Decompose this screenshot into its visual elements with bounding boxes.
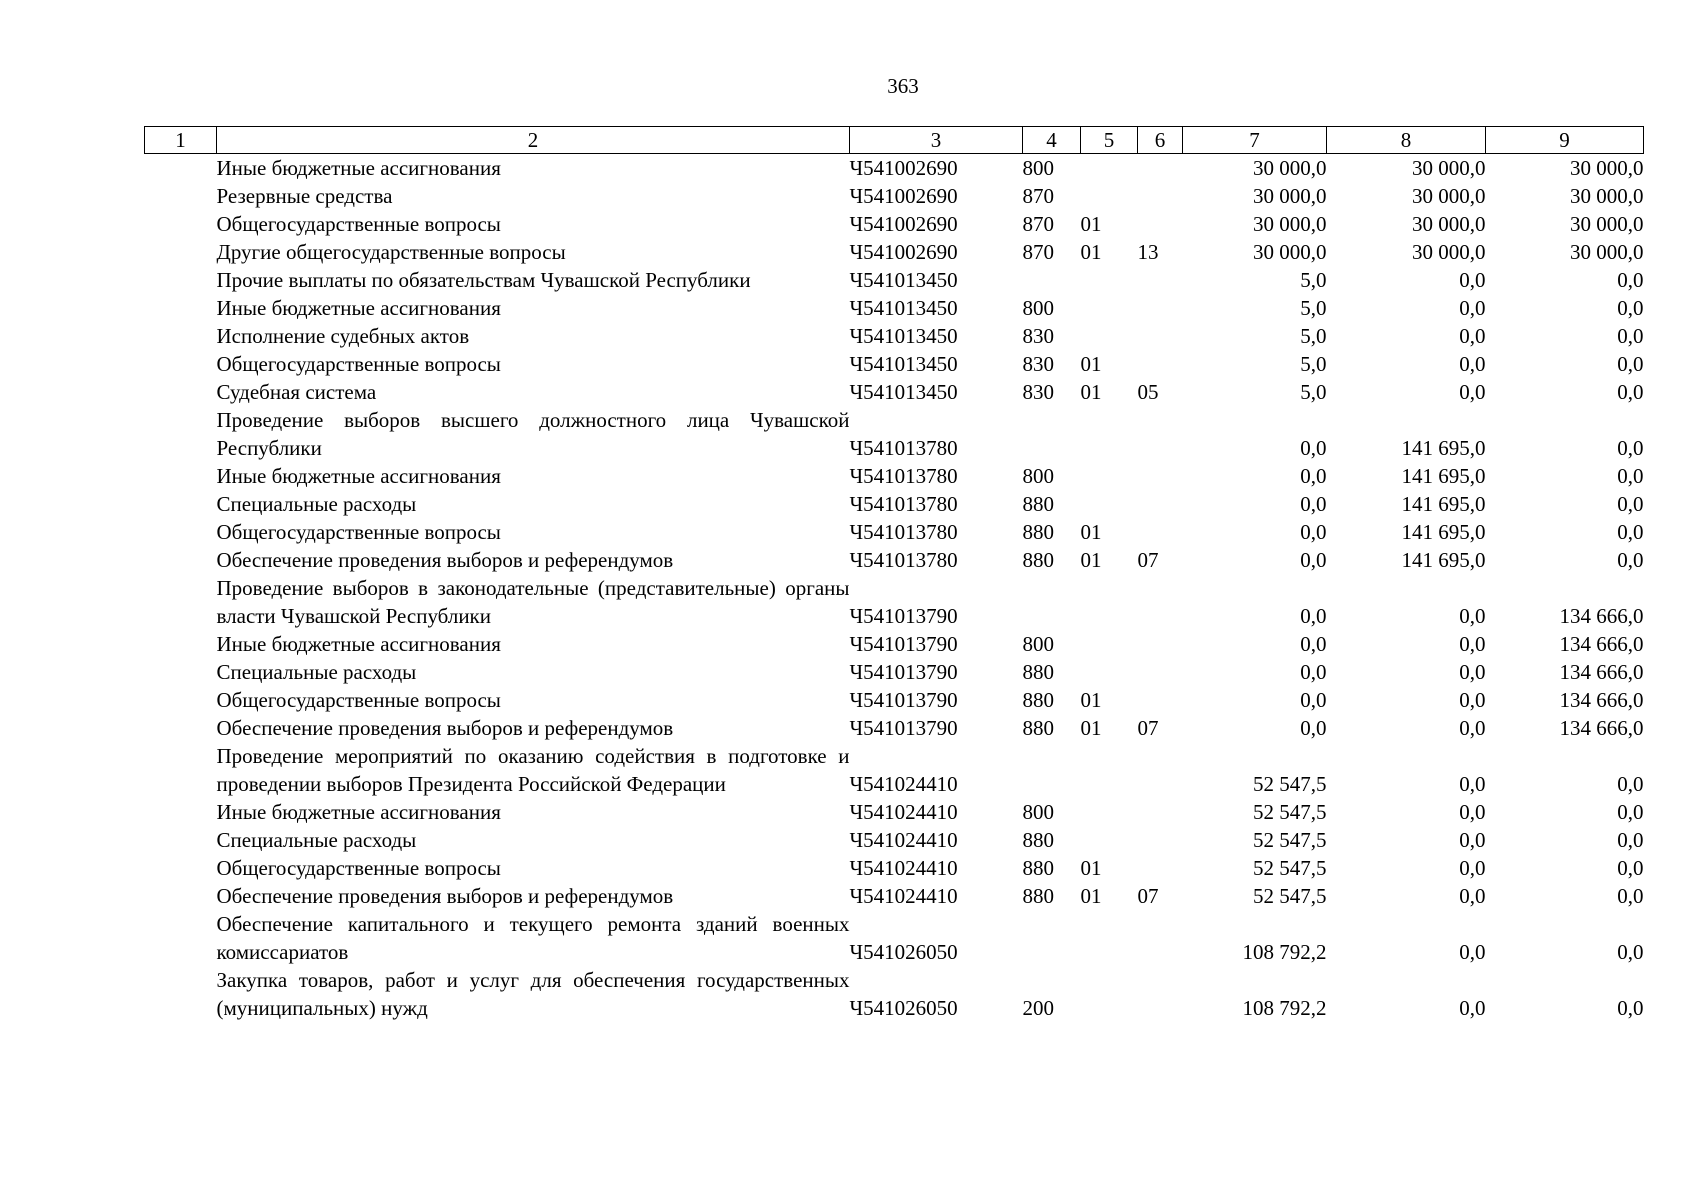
cell-name: Специальные расходы [216,660,417,684]
cell-col1 [145,686,217,714]
cell-code: Ч541013450 [849,324,958,348]
cell-code: Ч541013450 [849,380,958,404]
cell-code: Ч541024410 [849,884,958,908]
cell-col6 [1138,322,1183,350]
cell-col6: 13 [1137,240,1159,264]
cell-col5 [1081,182,1138,210]
table-row [145,378,1644,406]
table-row [145,546,1644,574]
cell-code: Ч541024410 [849,800,958,824]
cell-name: Иные бюджетные ассигнования [216,296,501,320]
cell-value-7: 0,0 [1300,632,1327,656]
cell-value-8: 0,0 [1459,660,1486,684]
cell-value-7: 0,0 [1300,660,1327,684]
table-header [145,127,1644,154]
cell-name: Исполнение судебных актов [216,324,470,348]
cell-value-8: 0,0 [1459,352,1486,376]
cell-code: Ч541013780 [849,520,958,544]
cell-col1 [145,798,217,826]
cell-col5 [1081,826,1138,854]
cell-col6 [1138,910,1183,966]
cell-col6 [1138,406,1183,462]
cell-col4: 880 [1022,548,1054,572]
cell-col5 [1081,574,1138,630]
cell-value-9: 134 666,0 [1559,716,1644,740]
cell-col1 [145,266,217,294]
cell-col4: 870 [1022,212,1054,236]
cell-value-7: 108 792,2 [1242,940,1327,964]
cell-value-7: 0,0 [1300,520,1327,544]
cell-col5: 01 [1080,380,1102,404]
cell-col5 [1081,742,1138,798]
cell-code: Ч541013450 [849,268,958,292]
table-row [145,574,1644,630]
cell-code: Ч541024410 [849,772,958,796]
cell-col4: 880 [1022,492,1054,516]
cell-name: Проведение выборов в законодательные (представительные) органы власти Чувашской Республики [216,576,850,628]
cell-col4: 800 [1022,464,1054,488]
cell-value-9: 0,0 [1617,324,1644,348]
cell-value-9: 0,0 [1617,436,1644,460]
cell-value-9: 0,0 [1617,268,1644,292]
cell-col6 [1138,966,1183,1022]
cell-code: Ч541013780 [849,492,958,516]
cell-value-7: 5,0 [1300,352,1327,376]
cell-col1 [145,154,217,183]
header-row [145,127,1644,154]
cell-name: Иные бюджетные ассигнования [216,464,501,488]
cell-col4: 800 [1022,800,1054,824]
cell-name: Проведение мероприятий по оказанию содействия в подготовке и проведении выборов Президента Российской Федерации [216,744,850,796]
cell-value-7: 52 547,5 [1253,828,1327,852]
cell-code: Ч541013780 [849,436,958,460]
cell-value-7: 52 547,5 [1253,856,1327,880]
table-row [145,294,1644,322]
cell-name: Судебная система [216,380,377,404]
cell-col6 [1138,266,1183,294]
cell-value-9: 0,0 [1617,800,1644,824]
table-row [145,322,1644,350]
cell-col1 [145,238,217,266]
cell-col4: 880 [1022,716,1054,740]
cell-name: Проведение выборов высшего должностного лица Чувашской Республики [216,408,850,460]
cell-col4: 800 [1022,296,1054,320]
table-row [145,490,1644,518]
cell-col5 [1081,966,1138,1022]
cell-col1 [145,490,217,518]
cell-code: Ч541002690 [849,156,958,180]
cell-col1 [145,406,217,462]
column-header-5: 5 [1081,127,1138,154]
cell-name: Общегосударственные вопросы [216,520,501,544]
table-row [145,910,1644,966]
cell-col1 [145,966,217,1022]
cell-value-9: 134 666,0 [1559,604,1644,628]
table-row [145,210,1644,238]
cell-code: Ч541002690 [849,184,958,208]
cell-value-7: 52 547,5 [1253,884,1327,908]
cell-value-9: 30 000,0 [1570,156,1644,180]
cell-col4: 830 [1022,324,1054,348]
cell-col4: 800 [1022,632,1054,656]
cell-col5 [1081,798,1138,826]
cell-name: Обеспечение проведения выборов и референдумов [216,716,674,740]
cell-value-8: 30 000,0 [1412,240,1486,264]
cell-col4 [1023,910,1081,966]
cell-value-8: 0,0 [1459,940,1486,964]
cell-col1 [145,294,217,322]
cell-col1 [145,714,217,742]
cell-code: Ч541013790 [849,716,958,740]
cell-col5 [1081,630,1138,658]
cell-code: Ч541013450 [849,296,958,320]
cell-col6 [1138,798,1183,826]
cell-value-8: 141 695,0 [1401,464,1486,488]
cell-col1 [145,574,217,630]
cell-col1 [145,322,217,350]
cell-col5: 01 [1080,884,1102,908]
cell-value-7: 0,0 [1300,464,1327,488]
table-row [145,798,1644,826]
cell-name: Прочие выплаты по обязательствам Чувашской Республики [216,268,751,292]
cell-col1 [145,350,217,378]
cell-col4: 880 [1022,884,1054,908]
cell-code: Ч541024410 [849,856,958,880]
cell-col1 [145,854,217,882]
cell-name: Иные бюджетные ассигнования [216,156,501,180]
cell-value-8: 0,0 [1459,296,1486,320]
cell-col1 [145,378,217,406]
cell-value-9: 0,0 [1617,548,1644,572]
cell-col5 [1081,490,1138,518]
cell-value-8: 141 695,0 [1401,548,1486,572]
cell-col5 [1081,294,1138,322]
cell-value-8: 0,0 [1459,856,1486,880]
table-row [145,854,1644,882]
cell-col4: 880 [1022,856,1054,880]
cell-value-8: 0,0 [1459,772,1486,796]
cell-value-9: 0,0 [1617,884,1644,908]
cell-col5: 01 [1080,548,1102,572]
cell-col6: 07 [1137,884,1159,908]
cell-value-9: 0,0 [1617,380,1644,404]
cell-col6: 07 [1137,548,1159,572]
cell-name: Специальные расходы [216,828,417,852]
cell-col1 [145,826,217,854]
cell-col6 [1138,630,1183,658]
cell-value-7: 0,0 [1300,716,1327,740]
cell-col6 [1138,826,1183,854]
cell-code: Ч541026050 [849,940,958,964]
cell-value-9: 30 000,0 [1570,240,1644,264]
cell-name: Обеспечение капитального и текущего ремонта зданий военных комиссариатов [216,912,850,964]
cell-value-9: 134 666,0 [1559,660,1644,684]
cell-value-9: 134 666,0 [1559,688,1644,712]
cell-col4 [1023,266,1081,294]
cell-col5: 01 [1080,212,1102,236]
cell-name: Иные бюджетные ассигнования [216,800,501,824]
table-row [145,742,1644,798]
table-row [145,266,1644,294]
cell-value-8: 141 695,0 [1401,436,1486,460]
cell-col6 [1138,210,1183,238]
table-row [145,518,1644,546]
cell-value-8: 141 695,0 [1401,520,1486,544]
cell-col6 [1138,574,1183,630]
cell-col6 [1138,686,1183,714]
cell-value-8: 0,0 [1459,268,1486,292]
cell-col6 [1138,182,1183,210]
cell-name: Общегосударственные вопросы [216,212,501,236]
cell-value-7: 5,0 [1300,268,1327,292]
cell-col6 [1138,658,1183,686]
cell-col4: 830 [1022,380,1054,404]
table-row [145,882,1644,910]
cell-col5: 01 [1080,856,1102,880]
cell-value-9: 0,0 [1617,464,1644,488]
cell-code: Ч541013790 [849,632,958,656]
cell-code: Ч541013790 [849,660,958,684]
column-header-4: 4 [1023,127,1081,154]
cell-name: Обеспечение проведения выборов и референдумов [216,548,674,572]
column-header-2: 2 [217,127,850,154]
cell-value-8: 0,0 [1459,716,1486,740]
cell-value-7: 0,0 [1300,604,1327,628]
cell-value-8: 141 695,0 [1401,492,1486,516]
cell-value-7: 52 547,5 [1253,800,1327,824]
cell-col4: 800 [1022,156,1054,180]
cell-col4 [1023,406,1081,462]
column-header-9: 9 [1486,127,1644,154]
table-row [145,714,1644,742]
cell-value-8: 0,0 [1459,800,1486,824]
cell-name: Другие общегосударственные вопросы [216,240,566,264]
cell-col1 [145,518,217,546]
cell-name: Закупка товаров, работ и услуг для обеспечения государственных (муниципальных) нужд [216,968,850,1020]
cell-value-8: 0,0 [1459,380,1486,404]
cell-code: Ч541013780 [849,548,958,572]
cell-value-7: 0,0 [1300,436,1327,460]
cell-col5: 01 [1080,352,1102,376]
cell-col1 [145,462,217,490]
cell-col6 [1138,294,1183,322]
cell-value-7: 5,0 [1300,380,1327,404]
cell-value-9: 0,0 [1617,520,1644,544]
cell-name: Общегосударственные вопросы [216,688,501,712]
cell-value-7: 52 547,5 [1253,772,1327,796]
cell-col4: 200 [1022,996,1054,1020]
cell-value-7: 0,0 [1300,548,1327,572]
cell-value-9: 134 666,0 [1559,632,1644,656]
cell-value-8: 30 000,0 [1412,184,1486,208]
column-header-3: 3 [850,127,1023,154]
cell-value-8: 0,0 [1459,884,1486,908]
cell-value-7: 30 000,0 [1253,184,1327,208]
cell-name: Общегосударственные вопросы [216,856,501,880]
cell-value-8: 30 000,0 [1412,156,1486,180]
cell-value-7: 108 792,2 [1242,996,1327,1020]
cell-col1 [145,910,217,966]
cell-value-7: 30 000,0 [1253,212,1327,236]
cell-col5 [1081,658,1138,686]
cell-value-8: 30 000,0 [1412,212,1486,236]
cell-col1 [145,182,217,210]
cell-col6 [1138,462,1183,490]
cell-col6 [1138,154,1183,183]
cell-value-9: 0,0 [1617,772,1644,796]
cell-col6 [1138,854,1183,882]
cell-col1 [145,742,217,798]
cell-col1 [145,210,217,238]
cell-value-9: 0,0 [1617,296,1644,320]
cell-value-9: 30 000,0 [1570,184,1644,208]
cell-value-9: 0,0 [1617,996,1644,1020]
cell-value-7: 5,0 [1300,296,1327,320]
cell-col4 [1023,742,1081,798]
cell-value-8: 0,0 [1459,324,1486,348]
cell-col1 [145,630,217,658]
cell-col4: 880 [1022,828,1054,852]
cell-value-8: 0,0 [1459,632,1486,656]
cell-code: Ч541026050 [849,996,958,1020]
cell-value-8: 0,0 [1459,604,1486,628]
cell-col6 [1138,490,1183,518]
page-number: 363 [887,74,919,98]
table-row [145,154,1644,183]
cell-col4 [1023,574,1081,630]
table-row [145,350,1644,378]
cell-value-8: 0,0 [1459,996,1486,1020]
cell-code: Ч541024410 [849,828,958,852]
cell-value-7: 0,0 [1300,688,1327,712]
cell-value-7: 0,0 [1300,492,1327,516]
cell-col4: 870 [1022,184,1054,208]
cell-col4: 870 [1022,240,1054,264]
cell-value-9: 30 000,0 [1570,212,1644,236]
cell-value-9: 0,0 [1617,352,1644,376]
cell-value-7: 5,0 [1300,324,1327,348]
cell-value-9: 0,0 [1617,492,1644,516]
cell-code: Ч541013790 [849,688,958,712]
table-row [145,462,1644,490]
cell-col5: 01 [1080,520,1102,544]
cell-value-9: 0,0 [1617,828,1644,852]
cell-col6 [1138,518,1183,546]
cell-name: Обеспечение проведения выборов и референдумов [216,884,674,908]
cell-col6 [1138,350,1183,378]
cell-col5 [1081,154,1138,183]
table-row [145,826,1644,854]
cell-col6 [1138,742,1183,798]
cell-code: Ч541013780 [849,464,958,488]
cell-col5 [1081,910,1138,966]
table-row [145,966,1644,1022]
table-row [145,658,1644,686]
cell-col5 [1081,406,1138,462]
column-header-6: 6 [1138,127,1183,154]
cell-col4: 880 [1022,688,1054,712]
column-header-8: 8 [1327,127,1486,154]
table-row [145,182,1644,210]
cell-col1 [145,882,217,910]
cell-value-7: 30 000,0 [1253,156,1327,180]
cell-name: Резервные средства [216,184,393,208]
cell-col6: 05 [1137,380,1159,404]
budget-table [144,126,1644,1022]
cell-name: Специальные расходы [216,492,417,516]
cell-name: Иные бюджетные ассигнования [216,632,501,656]
cell-col4: 830 [1022,352,1054,376]
cell-col5 [1081,462,1138,490]
cell-col5 [1081,322,1138,350]
cell-value-8: 0,0 [1459,688,1486,712]
cell-col4: 880 [1022,520,1054,544]
cell-value-9: 0,0 [1617,856,1644,880]
cell-col1 [145,658,217,686]
table-row [145,686,1644,714]
table-row [145,406,1644,462]
cell-col4: 880 [1022,660,1054,684]
cell-col5 [1081,266,1138,294]
cell-code: Ч541002690 [849,212,958,236]
cell-value-7: 30 000,0 [1253,240,1327,264]
cell-name: Общегосударственные вопросы [216,352,501,376]
column-header-1: 1 [145,127,217,154]
cell-col5: 01 [1080,688,1102,712]
cell-code: Ч541013450 [849,352,958,376]
table-row [145,238,1644,266]
cell-col6: 07 [1137,716,1159,740]
column-header-7: 7 [1183,127,1327,154]
cell-col5: 01 [1080,716,1102,740]
cell-code: Ч541002690 [849,240,958,264]
cell-value-9: 0,0 [1617,940,1644,964]
cell-col1 [145,546,217,574]
table-row [145,630,1644,658]
cell-col5: 01 [1080,240,1102,264]
cell-code: Ч541013790 [849,604,958,628]
table-body [145,154,1644,1023]
cell-value-8: 0,0 [1459,828,1486,852]
